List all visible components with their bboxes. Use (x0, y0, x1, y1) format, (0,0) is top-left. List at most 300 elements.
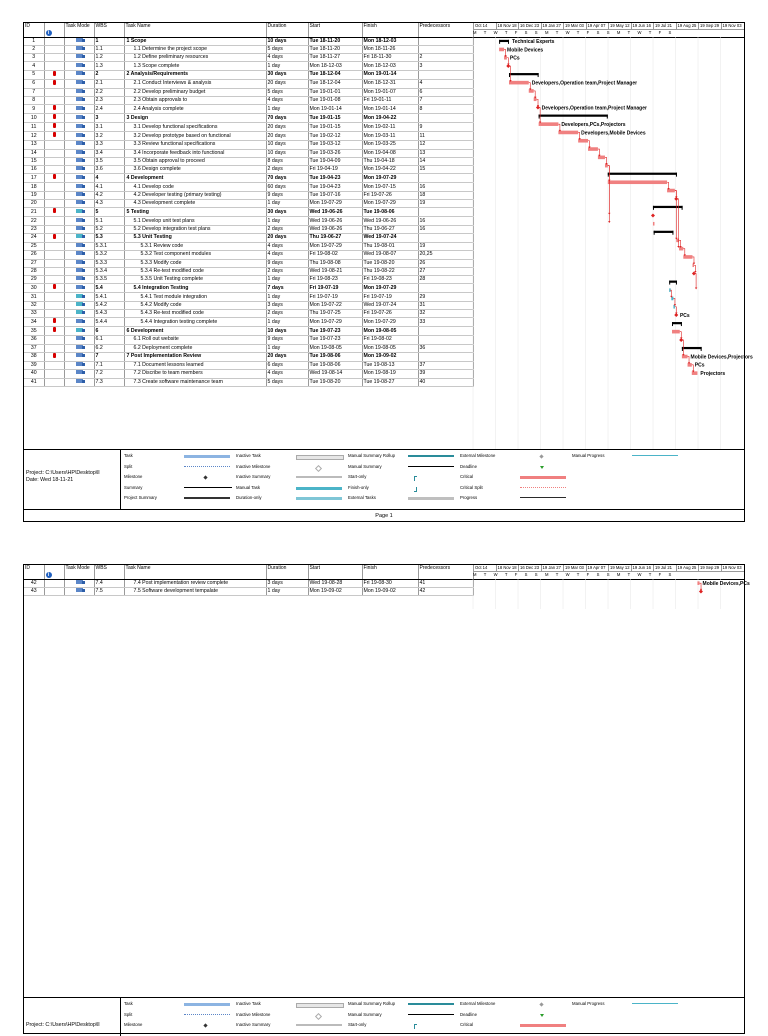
task-row[interactable] (24, 54, 473, 62)
flag-icon (53, 353, 56, 358)
task-wbs: 1 (94, 37, 124, 45)
legend-item (236, 494, 346, 502)
task-finish: Thu 19-06-27 (362, 225, 418, 233)
task-indicator (44, 276, 64, 284)
task-row[interactable] (24, 242, 473, 250)
legend-item (348, 452, 458, 460)
task-indicator (44, 54, 64, 62)
task-indicator (44, 259, 64, 267)
legend-swatch (203, 1023, 207, 1027)
task-finish: Tue 19-08-13 (362, 361, 418, 369)
task-start: Wed 19-08-14 (308, 370, 362, 378)
auto-schedule-icon (76, 285, 83, 289)
milestone-diamond (651, 213, 655, 217)
resource-label: Developers,Operation team,Project Manager (531, 80, 638, 87)
col-header-info[interactable] (44, 565, 64, 579)
task-row[interactable] (24, 267, 473, 275)
task-start: Mon 19-09-02 (308, 587, 362, 595)
auto-schedule-icon (76, 80, 83, 84)
resource-label: Mobile Devices,PCs (702, 580, 750, 587)
summary-bar (654, 231, 674, 233)
table-header-row (24, 565, 473, 579)
legend-swatch (539, 1002, 543, 1006)
task-indicator (44, 191, 64, 199)
task-duration: 2 days (266, 310, 308, 318)
task-row[interactable] (24, 579, 473, 587)
col-header-predecessors[interactable]: Predecessors (418, 565, 473, 579)
task-finish: Mon 18-12-03 (362, 37, 418, 45)
task-row[interactable] (24, 174, 473, 183)
task-name: 1.2 Define preliminary resources (124, 54, 266, 62)
legend-item (460, 473, 570, 481)
task-id: 37 (24, 344, 44, 352)
task-finish: Mon 18-11-26 (362, 45, 418, 53)
task-wbs: 2.4 (94, 105, 124, 114)
task-mode (64, 370, 94, 378)
task-indicator (44, 267, 64, 275)
task-row[interactable] (24, 105, 473, 114)
timescale-period: 18 Nov 18 (497, 23, 517, 28)
task-row[interactable] (24, 208, 473, 217)
timescale-period: 19 Apr 07 (586, 565, 609, 571)
legend-item (460, 494, 570, 502)
dependency-link (673, 298, 675, 304)
task-finish: Mon 19-07-29 (362, 174, 418, 183)
auto-schedule-icon (76, 97, 83, 101)
dependency-link (558, 124, 560, 130)
task-name: 3.2 Develop prototype based on functional (124, 132, 266, 141)
task-row[interactable] (24, 79, 473, 88)
col-header-wbs[interactable]: WBS (94, 23, 124, 37)
task-id: 1 (24, 37, 44, 45)
legend-item (124, 1011, 234, 1019)
task-wbs: 5.1 (94, 217, 124, 225)
task-id: 17 (24, 174, 44, 183)
legend-label: Task (124, 453, 133, 458)
task-row[interactable] (24, 378, 473, 386)
task-id: 36 (24, 336, 44, 344)
task-indicator (44, 79, 64, 88)
task-mode (64, 579, 94, 587)
dependency-link (667, 182, 669, 188)
task-mode (64, 62, 94, 70)
task-start: Fri 19-07-19 (308, 293, 362, 301)
auto-schedule-icon (76, 226, 83, 230)
legend-label: Manual Summary (348, 463, 382, 469)
legend-swatch (414, 487, 417, 492)
task-start: Fri 19-04-19 (308, 166, 362, 174)
task-row[interactable] (24, 141, 473, 149)
summary-bar-end-cap (676, 173, 677, 177)
task-finish: Wed 19-08-07 (362, 251, 418, 259)
col-header-finish[interactable]: Finish (362, 565, 418, 579)
task-predecessors (418, 352, 473, 361)
timescale-period: 19 Apr 07 (586, 23, 609, 29)
task-indicator (44, 318, 64, 327)
task-predecessors: 26 (418, 259, 473, 267)
task-finish: Tue 19-08-27 (362, 378, 418, 386)
task-wbs: 3.5 (94, 157, 124, 165)
task-finish: Mon 19-03-25 (362, 141, 418, 149)
task-wbs: 5.4 (94, 284, 124, 293)
task-row[interactable] (24, 200, 473, 208)
task-finish: Mon 19-03-11 (362, 132, 418, 141)
task-start: Tue 18-11-27 (308, 54, 362, 62)
timescale-period: 19 Jun 16 (631, 23, 654, 29)
summary-bar-end-cap (508, 40, 509, 44)
legend-item (236, 1011, 346, 1019)
task-finish: Mon 19-07-29 (362, 284, 418, 293)
task-name: 7.2 Discribe to team members (124, 370, 266, 378)
timescale-period: 18 Nov 18 (497, 565, 517, 570)
legend-swatch (296, 497, 342, 500)
task-wbs: 5.4.3 (94, 310, 124, 318)
task-wbs: 5.3.4 (94, 267, 124, 275)
task-finish: Wed 19-07-24 (362, 233, 418, 242)
flag-icon (53, 114, 56, 119)
task-finish: Tue 19-08-06 (362, 208, 418, 217)
task-duration: 70 days (266, 114, 308, 123)
task-row[interactable] (24, 301, 473, 309)
col-header-mode[interactable]: Task Mode (64, 23, 94, 37)
legend-label: Critical Split (460, 484, 483, 490)
dependency-link (692, 257, 694, 263)
task-indicator (44, 174, 64, 183)
task-indicator (44, 293, 64, 301)
task-start: Fri 19-08-23 (308, 276, 362, 284)
task-row[interactable] (24, 62, 473, 70)
task-predecessors (418, 114, 473, 123)
legend-swatch (540, 1014, 544, 1017)
task-indicator (44, 336, 64, 344)
task-indicator (44, 70, 64, 79)
task-row[interactable] (24, 157, 473, 165)
task-row[interactable] (24, 191, 473, 199)
task-start: Fri 19-08-02 (308, 251, 362, 259)
task-row[interactable] (24, 225, 473, 233)
critical-task-bar (529, 89, 534, 93)
task-mode (64, 208, 94, 217)
legend-swatch (520, 1024, 566, 1027)
task-row[interactable] (24, 310, 473, 318)
task-row[interactable] (24, 318, 473, 327)
col-header-duration[interactable]: Duration (266, 565, 308, 579)
task-predecessors (418, 233, 473, 242)
flag-icon (53, 105, 56, 110)
task-id: 35 (24, 327, 44, 336)
task-row[interactable] (24, 293, 473, 301)
task-indicator (44, 327, 64, 336)
task-wbs: 4 (94, 174, 124, 183)
task-wbs: 5.3 (94, 233, 124, 242)
task-predecessors: 28 (418, 276, 473, 284)
task-wbs: 5.4.4 (94, 318, 124, 327)
task-indicator (44, 149, 64, 157)
task-row[interactable] (24, 352, 473, 361)
task-id: 12 (24, 132, 44, 141)
task-duration: 70 days (266, 174, 308, 183)
task-wbs: 7.5 (94, 587, 124, 595)
task-id: 5 (24, 70, 44, 79)
task-start: Tue 19-07-16 (308, 191, 362, 199)
col-header-name[interactable]: Task Name (124, 565, 266, 579)
task-row[interactable] (24, 251, 473, 259)
legend-swatch (408, 466, 454, 468)
task-name: 6.2 Deployment complete (124, 344, 266, 352)
task-indicator (44, 62, 64, 70)
auto-schedule-icon (76, 580, 83, 584)
auto-schedule-icon (76, 353, 83, 357)
task-indicator (44, 352, 64, 361)
task-predecessors: 16 (418, 183, 473, 191)
task-row[interactable] (24, 370, 473, 378)
col-header-finish[interactable]: Finish (362, 23, 418, 37)
critical-task-bar (692, 371, 698, 375)
auto-schedule-icon (76, 38, 83, 42)
gantt-chart-area (473, 37, 753, 449)
legend-label: Manual Task (236, 484, 261, 490)
task-row[interactable] (24, 132, 473, 141)
col-header-wbs[interactable]: WBS (94, 565, 124, 579)
task-row[interactable] (24, 327, 473, 336)
task-duration: 30 days (266, 70, 308, 79)
task-mode (64, 96, 94, 104)
dependency-link (578, 132, 580, 138)
task-id: 29 (24, 276, 44, 284)
task-row[interactable] (24, 217, 473, 225)
task-mode (64, 361, 94, 369)
timescale-period: 19 May 12 (610, 565, 630, 570)
task-mode (64, 191, 94, 199)
task-duration: 3 days (266, 301, 308, 309)
task-wbs: 5.3.5 (94, 276, 124, 284)
task-predecessors (418, 70, 473, 79)
task-row[interactable] (24, 88, 473, 96)
task-predecessors: 19 (418, 200, 473, 208)
auto-schedule-icon (76, 115, 83, 119)
critical-task-bar (672, 330, 680, 334)
task-predecessors: 4 (418, 79, 473, 88)
col-header-duration[interactable]: Duration (266, 23, 308, 37)
task-row[interactable] (24, 344, 473, 352)
legend-label: Manual Progress (572, 1001, 605, 1006)
task-row[interactable] (24, 114, 473, 123)
legend-item (348, 484, 458, 492)
col-header-id[interactable]: ID (24, 23, 44, 37)
task-duration: 20 days (266, 352, 308, 361)
task-id: 28 (24, 267, 44, 275)
task-duration: 60 days (266, 183, 308, 191)
auto-schedule-icon (76, 133, 83, 137)
task-finish: Thu 19-08-01 (362, 242, 418, 250)
task-predecessors: 27 (418, 267, 473, 275)
task-name: 5.3.3 Modify code (124, 259, 266, 267)
task-duration: 9 days (266, 336, 308, 344)
legend-swatch (408, 455, 454, 457)
legend-swatch (184, 466, 230, 467)
task-start: Thu 19-08-08 (308, 259, 362, 267)
task-wbs: 3.6 (94, 166, 124, 174)
task-id: 22 (24, 217, 44, 225)
task-start: Wed 19-06-26 (308, 217, 362, 225)
task-row[interactable] (24, 276, 473, 284)
task-start: Wed 19-08-21 (308, 267, 362, 275)
timescale-period: 19 Jan 27 (541, 23, 564, 29)
timescale-period: 16 Dec 23 (520, 23, 540, 28)
task-duration: 8 days (266, 157, 308, 165)
task-indicator (44, 251, 64, 259)
task-start: Thu 19-06-27 (308, 233, 362, 242)
task-wbs: 1.1 (94, 45, 124, 53)
task-id: 34 (24, 318, 44, 327)
task-row[interactable] (24, 361, 473, 369)
task-duration: 10 days (266, 149, 308, 157)
task-indicator (44, 242, 64, 250)
task-wbs: 2.2 (94, 88, 124, 96)
flag-icon (53, 132, 56, 137)
summary-bar (608, 173, 677, 175)
legend-swatch (184, 455, 230, 458)
col-header-predecessors[interactable]: Predecessors (418, 23, 473, 37)
auto-schedule-icon (76, 175, 83, 179)
task-indicator (44, 301, 64, 309)
legend-label: Inactive Milestone (236, 463, 271, 469)
task-start: Tue 19-03-26 (308, 149, 362, 157)
task-row[interactable] (24, 587, 473, 595)
task-finish: Thu 19-08-22 (362, 267, 418, 275)
task-mode (64, 105, 94, 114)
legend-item (124, 494, 234, 502)
flag-icon (53, 327, 56, 332)
task-id: 30 (24, 284, 44, 293)
task-row[interactable] (24, 45, 473, 53)
task-row[interactable] (24, 123, 473, 132)
task-start: Mon 19-07-29 (308, 200, 362, 208)
dependency-link (695, 274, 697, 289)
task-id: 8 (24, 96, 44, 104)
timescale-period: 19 Aug 25 (677, 565, 697, 570)
task-predecessors: 40 (418, 378, 473, 386)
col-header-info[interactable] (44, 23, 64, 37)
task-name: 5.3.1 Review code (124, 242, 266, 250)
legend-item (348, 494, 458, 502)
task-mode (64, 149, 94, 157)
critical-task-bar (667, 189, 675, 193)
critical-task-bar (697, 581, 699, 585)
task-finish: Mon 19-07-15 (362, 183, 418, 191)
task-duration: 2 days (266, 225, 308, 233)
task-mode (64, 276, 94, 284)
task-mode (64, 327, 94, 336)
task-start: Tue 19-04-09 (308, 157, 362, 165)
task-id: 42 (24, 579, 44, 587)
task-row[interactable] (24, 70, 473, 79)
resource-label: Mobile Devices (507, 47, 544, 54)
task-name: 5.4.2 Modify code (124, 301, 266, 309)
col-header-name[interactable]: Task Name (124, 23, 266, 37)
flag-icon (53, 284, 56, 289)
task-finish: Wed 19-06-26 (362, 217, 418, 225)
timescale-minor: M T W T F S S M T W T F S S M T W T F S (473, 572, 675, 577)
legend-swatch (408, 1014, 454, 1016)
auto-schedule-icon (76, 166, 83, 170)
task-row[interactable] (24, 259, 473, 267)
info-icon: i (46, 572, 52, 578)
resource-label: PCs (694, 362, 705, 369)
task-wbs: 6.1 (94, 336, 124, 344)
dependency-link (529, 83, 531, 89)
legend-swatch (520, 497, 566, 498)
task-id: 25 (24, 242, 44, 250)
task-row[interactable] (24, 233, 473, 242)
legend-swatch (315, 1012, 322, 1019)
task-indicator (44, 45, 64, 53)
summary-bar (539, 115, 608, 117)
timescale-period: 16 Dec 23 (520, 565, 540, 570)
task-mode (64, 284, 94, 293)
task-name: 5.4.3 Re-test modified code (124, 310, 266, 318)
task-id: 10 (24, 114, 44, 123)
legend-item (124, 1021, 234, 1029)
legend-item (124, 463, 234, 471)
legend-label: Finish-only (348, 484, 369, 490)
legend-item (348, 463, 458, 471)
task-wbs: 3.3 (94, 141, 124, 149)
task-name: 2.4 Analysis complete (124, 105, 266, 114)
task-id: 21 (24, 208, 44, 217)
task-row[interactable] (24, 166, 473, 174)
task-id: 38 (24, 352, 44, 361)
col-header-start[interactable]: Start (308, 23, 362, 37)
auto-schedule-icon (76, 276, 83, 280)
legend-label: External Milestone (460, 1001, 496, 1006)
task-row[interactable] (24, 37, 473, 45)
legend-item (124, 484, 234, 492)
task-predecessors: 16 (418, 225, 473, 233)
task-predecessors: 31 (418, 301, 473, 309)
summary-bar-start-cap (672, 322, 673, 326)
task-duration: 20 days (266, 233, 308, 242)
task-row[interactable] (24, 149, 473, 157)
task-row[interactable] (24, 284, 473, 293)
task-row[interactable] (24, 183, 473, 191)
task-wbs: 5 (94, 208, 124, 217)
task-predecessors: 36 (418, 344, 473, 352)
project-date: Date: Wed 18-11-21 (26, 476, 74, 483)
critical-task-bar (608, 180, 667, 184)
col-header-id[interactable]: ID (24, 565, 44, 579)
task-row[interactable] (24, 336, 473, 344)
task-row[interactable] (24, 96, 473, 104)
auto-schedule-icon (76, 141, 83, 145)
task-start: Tue 19-08-06 (308, 361, 362, 369)
task-start: Tue 18-12-04 (308, 70, 362, 79)
summary-bar (682, 347, 702, 349)
task-start: Tue 18-11-20 (308, 37, 362, 45)
task-name: 1.1 Determine the project scope (124, 45, 266, 53)
col-header-mode[interactable]: Task Mode (64, 565, 94, 579)
task-name: 3.3 Review functional specifications (124, 141, 266, 149)
resource-label: Developers,Operation team,Project Manager (541, 105, 647, 112)
legend-label: Project Summary (124, 495, 157, 500)
task-start: Tue 19-04-23 (308, 183, 362, 191)
task-id: 32 (24, 301, 44, 309)
col-header-start[interactable]: Start (308, 565, 362, 579)
legend-item (236, 1000, 346, 1008)
auto-schedule-icon (76, 345, 83, 349)
timescale-period: 19 Jul 21 (653, 23, 676, 29)
summary-bar-start-cap (669, 281, 670, 285)
